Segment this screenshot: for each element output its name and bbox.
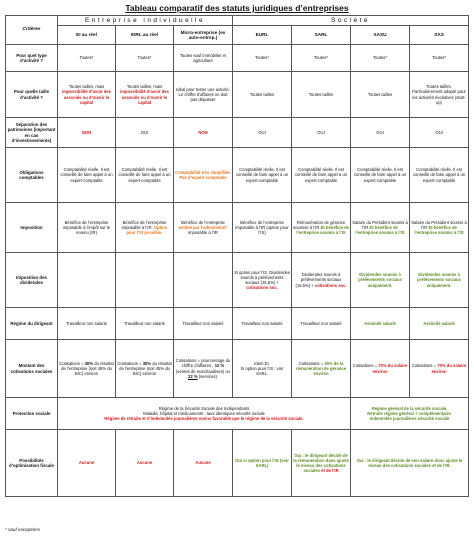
comparison-table bbox=[5, 15, 469, 497]
cell-text: Cotisations = bbox=[59, 360, 84, 366]
cell-text: Régime de la Sécurité Sociale des Indépendants bbox=[158, 405, 250, 411]
cell-text: Idem EI. bbox=[254, 360, 270, 366]
cell-text: Cotisations = bbox=[411, 363, 437, 369]
table-cell: Toutes tailles. Particulièrement adapté pour les activités évolutives (start-up) bbox=[410, 72, 469, 118]
table-cell: Aucune bbox=[174, 430, 233, 497]
cell-text: (option pour l’IS) bbox=[258, 224, 289, 236]
table-cell bbox=[292, 430, 351, 497]
table-cell: Toutes* bbox=[292, 45, 351, 72]
cell-text: Rémunération de gérance soumise à l’IR bbox=[293, 219, 346, 230]
cell-value: 12 % bbox=[214, 363, 225, 369]
cell-text: Maladie, hôpital et médicaments : taux identiques sécurité sociale bbox=[143, 410, 265, 416]
table-cell: Toutes sauf immobilier et agriculture bbox=[174, 45, 233, 72]
table-row bbox=[6, 148, 469, 203]
table-cell: Travailleur non salarié bbox=[174, 308, 233, 340]
row-label: Montant des cotisations sociales bbox=[6, 340, 58, 398]
table-cell: Idéal pour tester une activité. Le chiffre d’affaires ne doit pas dépasser bbox=[174, 72, 233, 118]
table-cell bbox=[174, 203, 233, 253]
group-societe: Société bbox=[233, 16, 469, 26]
row-label: Pour quelle taille d’activité ? bbox=[6, 72, 58, 118]
table-cell: Toutes tailles bbox=[233, 72, 292, 118]
table-cell: Oui si option pour l’IS (voir SARL) bbox=[233, 430, 292, 497]
cell-text: Salaire du Président soumis à l’IR bbox=[411, 219, 467, 230]
table-cell bbox=[233, 253, 292, 308]
table-cell: NON bbox=[174, 118, 233, 148]
cell-text: du résultat de l’entreprise (soit 45% du BIC) environ bbox=[61, 360, 114, 377]
table-cell: Toutes* bbox=[58, 45, 116, 72]
col-header-ei: EI au réel bbox=[58, 26, 116, 45]
cell-text: Bénéfice de l’entreprise bbox=[181, 219, 225, 225]
criteria-header: Critères bbox=[6, 16, 58, 45]
cell-warning: cotisations soc. bbox=[314, 282, 347, 288]
table-cell bbox=[58, 340, 116, 398]
cell-warning: impossibilité d’avoir des associés ou d’ouvrir le capital bbox=[62, 89, 111, 105]
table-cell: Travailleur non salarié bbox=[116, 308, 174, 340]
cell-text: Retraite régime général + complémentaire. bbox=[367, 410, 452, 416]
cell-text: Cotisations = bbox=[298, 360, 324, 366]
table-cell: Toutes* bbox=[116, 45, 174, 72]
cell-highlight: Et bénéfice de l’entreprise soumis à l’IS bbox=[355, 224, 405, 236]
row-label: Imposition bbox=[6, 203, 58, 253]
table-cell bbox=[174, 340, 233, 398]
row-label: Imposition des dividendes bbox=[6, 253, 58, 308]
table-cell: Assimilé salarié bbox=[351, 308, 410, 340]
cell-text: du résultat de l’entreprise (soit 45% du BIC) environ bbox=[119, 360, 172, 377]
table-cell: Toutes tailles bbox=[351, 72, 410, 118]
cell-text: Cotisations = pourcentage du chiffre d’affaires : bbox=[175, 358, 231, 369]
cell-text: Toutes tailles, mais bbox=[126, 84, 163, 90]
cell-text: (ventes de marchandises) ou bbox=[176, 368, 231, 374]
table-cell: OUI bbox=[292, 118, 351, 148]
table-cell bbox=[116, 72, 174, 118]
table-row bbox=[6, 308, 469, 340]
footnote: * sauf exceptions bbox=[5, 527, 40, 532]
cell-text: Cotisations = bbox=[117, 360, 142, 366]
row-label: Possibilités d’optimisation fiscale bbox=[6, 430, 58, 497]
page-title: Tableau comparatif des statuts juridiques d’entreprises bbox=[125, 3, 349, 13]
table-cell: Aucune bbox=[116, 430, 174, 497]
row-label: Séparation des patrimoines (important en cas d’investissements) bbox=[6, 118, 58, 148]
table-cell: Comptabilité très simplifiée. Pas d’expert-comptable bbox=[174, 148, 233, 203]
column-header-row bbox=[6, 26, 469, 45]
cell-warning: 70% du salaire environ bbox=[372, 363, 408, 374]
table-cell bbox=[233, 340, 292, 398]
cell-value: 30% bbox=[84, 360, 94, 366]
table-row bbox=[6, 45, 469, 72]
cell-text: (services). bbox=[198, 373, 219, 379]
table-row bbox=[6, 398, 469, 430]
cell-text: Dividendes soumis à prélèvements sociaux (15,5%) + bbox=[240, 269, 290, 285]
table-cell: OUI bbox=[233, 118, 292, 148]
table-cell bbox=[410, 203, 469, 253]
table-cell: Toutes* bbox=[233, 45, 292, 72]
table-cell: OUI bbox=[410, 118, 469, 148]
cell-text: Indemnités journalières sécurité sociale bbox=[369, 416, 450, 422]
row-label: Régime du dirigeant bbox=[6, 308, 58, 340]
table-cell: Toutes* bbox=[351, 45, 410, 72]
table-cell bbox=[58, 72, 116, 118]
col-header-eurl: EURL bbox=[233, 26, 292, 45]
table-row bbox=[6, 72, 469, 118]
cell-text: Si option pour l’IS : voir SARL. bbox=[240, 365, 284, 377]
table-cell bbox=[292, 203, 351, 253]
cell-highlight: 45% de la rémunération de gérance environ bbox=[296, 360, 347, 377]
table-cell bbox=[58, 253, 116, 308]
table-cell bbox=[410, 340, 469, 398]
table-cell: OUI bbox=[116, 118, 174, 148]
table-cell bbox=[351, 340, 410, 398]
cell-warning: Régime de retraite et d’indemnités journalières moins favorable que le régime de la sécurité sociale. bbox=[104, 416, 304, 422]
cell-highlight: Option pour l’IS possible. bbox=[126, 224, 168, 236]
table-cell: Travailleur non salarié bbox=[58, 308, 116, 340]
col-header-sas: SAS bbox=[410, 26, 469, 45]
table-row bbox=[6, 430, 469, 497]
cell-text: Régime général de la sécurité sociale. bbox=[371, 405, 448, 411]
cell-highlight: Et bénéfice de l’entreprise soumis à l’IS bbox=[414, 224, 464, 236]
protection-sas-cell bbox=[351, 398, 469, 430]
table-row bbox=[6, 118, 469, 148]
table-cell: Comptabilité réelle. Il est conseillé de faire appel à un expert-comptable bbox=[116, 148, 174, 203]
cell-value: 22 % bbox=[188, 373, 198, 379]
table-cell: NON bbox=[58, 118, 116, 148]
cell-text: Si option pour l’IS. bbox=[234, 269, 269, 275]
table-cell: Assimilé salarié bbox=[410, 308, 469, 340]
table-cell bbox=[116, 253, 174, 308]
col-header-micro: Micro-entreprise (ex auto-entrep.) bbox=[174, 26, 233, 45]
table-cell: Comptabilité réelle. Il est conseillé de faire appel à un expert-comptable bbox=[410, 148, 469, 203]
table-cell: Toutes* bbox=[410, 45, 469, 72]
protection-ei-cell bbox=[58, 398, 351, 430]
cell-text: Bénéfice de l’entreprise imposable à l’IR bbox=[235, 219, 284, 230]
cell-highlight: estimé par l’administrat° bbox=[178, 224, 228, 230]
table-cell: Bénéfice de l’entreprise imposable à l’impôt sur le revenu (IR) bbox=[58, 203, 116, 253]
col-header-eirl: EIRL au réel bbox=[116, 26, 174, 45]
cell-highlight: Oui : le dirigeant décide de la rémunération dans ajuste le niveau des cotisations sociales bbox=[293, 452, 349, 474]
cell-highlight: Et bénéfice de l’entreprise soumis à l’IS bbox=[296, 224, 349, 236]
row-label: Protection sociale bbox=[6, 398, 58, 430]
cell-text: imposable à l’IR bbox=[188, 230, 218, 236]
cell-warning: cotisations soc. bbox=[246, 285, 278, 291]
group-entreprise-individuelle: Entreprise individuelle bbox=[58, 16, 233, 26]
cell-text: Cotisations = bbox=[352, 363, 378, 369]
table-cell bbox=[233, 203, 292, 253]
cell-text: Bénéfice de l’entreprise imposable à l’IR. bbox=[121, 219, 167, 230]
table-cell: Toutes tailles bbox=[292, 72, 351, 118]
table-row bbox=[6, 253, 469, 308]
cell-warning: et de l’IR bbox=[321, 468, 339, 474]
table-cell bbox=[351, 203, 410, 253]
table-cell: Aucune bbox=[58, 430, 116, 497]
row-label: Obligations comptables bbox=[6, 148, 58, 203]
col-header-sarl: SARL bbox=[292, 26, 351, 45]
table-cell: Dividendes soumis à prélèvements sociaux uniquement. bbox=[351, 253, 410, 308]
table-cell: Comptabilité réelle. Il est conseillé de faire appel à un expert-comptable bbox=[292, 148, 351, 203]
table-cell: Travailleur non salarié bbox=[233, 308, 292, 340]
cell-warning: 70% du salaire environ bbox=[431, 363, 467, 374]
col-header-sasu: SASU bbox=[351, 26, 410, 45]
optimisation-sas-cell: Oui : le dirigeant décide de son salaire donc ajuste le niveau des cotisations sociales et de l’IR. bbox=[351, 430, 469, 497]
table-cell: Comptabilité réelle. Il est conseillé de faire appel à un expert-comptable bbox=[58, 148, 116, 203]
table-cell bbox=[292, 340, 351, 398]
table-row bbox=[6, 203, 469, 253]
cell-text: Salaire du Président soumis à l’IR bbox=[352, 219, 408, 230]
cell-value: 30% bbox=[142, 360, 152, 366]
table-cell: Dividendes soumis à prélèvements sociaux uniquement. bbox=[410, 253, 469, 308]
row-label: Pour quel type d’activité ? bbox=[6, 45, 58, 72]
cell-warning: impossibilité d’avoir des associés ou d’ouvrir le capital bbox=[120, 89, 169, 105]
table-cell bbox=[116, 203, 174, 253]
table-cell: Comptabilité réelle. Il est conseillé de faire appel à un expert-comptable bbox=[351, 148, 410, 203]
table-cell: OUI bbox=[351, 118, 410, 148]
table-cell bbox=[174, 253, 233, 308]
table-cell: Travailleur non salarié bbox=[292, 308, 351, 340]
group-header-row bbox=[6, 16, 469, 26]
table-cell bbox=[292, 253, 351, 308]
table-cell: Comptabilité réelle. Il est conseillé de faire appel à un expert-comptable bbox=[233, 148, 292, 203]
cell-text: Dividendes soumis à prélèvements sociaux (15,5%) + bbox=[295, 272, 342, 288]
cell-text: Toutes tailles, mais bbox=[68, 84, 105, 90]
table-cell bbox=[116, 340, 174, 398]
table-row bbox=[6, 340, 469, 398]
